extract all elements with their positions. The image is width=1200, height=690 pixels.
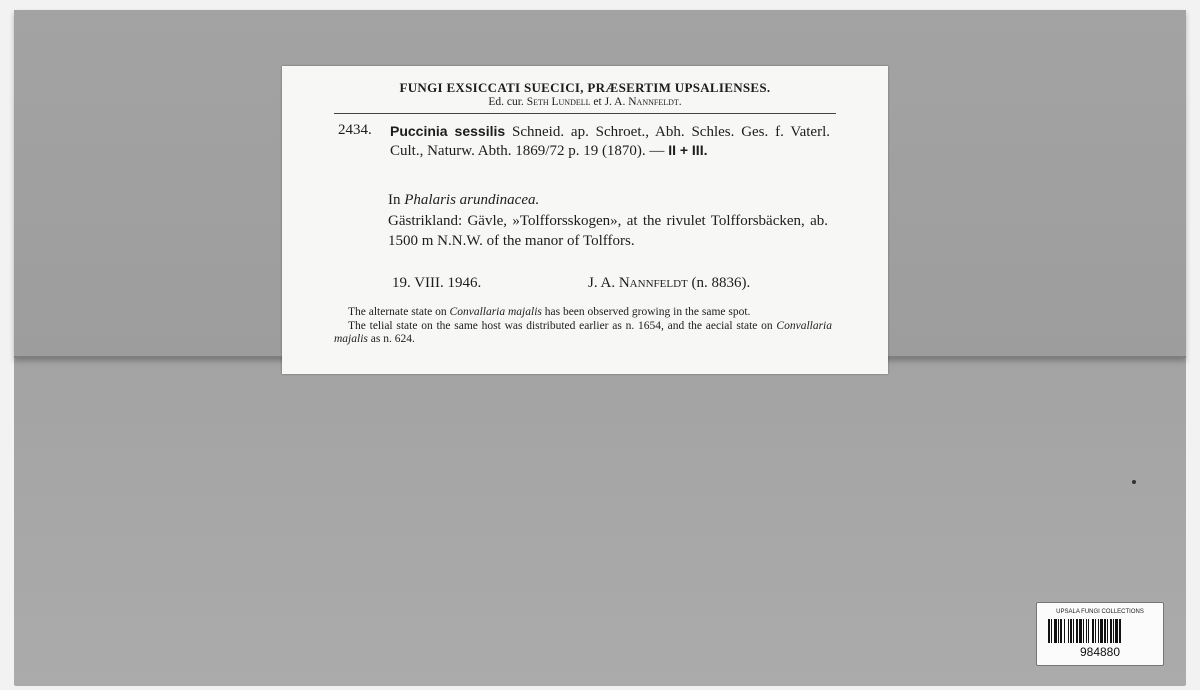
editors-mid: et J. A. (593, 96, 626, 108)
barcode-caption: UPSALA FUNGI COLLECTIONS (1056, 609, 1144, 615)
host-name: Phalaris arundinacea. (404, 192, 540, 208)
species-citation: Schneid. ap. Schroet., Abh. Schles. Ges. f. Vaterl. Cult., Naturw. Abth. 1869/72 p. 19 (1870). — (390, 124, 830, 159)
barcode-bar (1121, 619, 1122, 643)
label-notes (334, 306, 832, 347)
barcode-label (1036, 602, 1164, 666)
species-name: Puccinia sessilis (390, 123, 506, 139)
collector (588, 275, 750, 292)
note2-text-a: The telial state on the same host was distributed earlier as n. 1654, and the aecial state on (348, 319, 773, 332)
barcode-number: 984880 (1079, 645, 1121, 659)
editors-prefix: Ed. cur. (488, 96, 524, 108)
host-line (388, 192, 539, 209)
note2-host: Convallaria majalis (334, 319, 833, 345)
locality: Gästrikland: Gävle, »Tolfforsskogen», at the rivulet Tolfforsbäcken, ab. 1500 m N.N.W. of the manor of Tolffors. (388, 213, 828, 249)
note1-host: Convallaria majalis (449, 306, 542, 318)
barcode-bars (1048, 619, 1152, 643)
series-title: FUNGI EXSICCATI SUECICI, PRÆSERTIM UPSALIENSES. (399, 80, 771, 95)
collector-initials: J. A. (588, 275, 616, 291)
editor-lundell: Seth Lundell (526, 96, 591, 108)
species-entry (390, 122, 830, 160)
collector-number: (n. 8836). (691, 275, 751, 291)
note2-text-b: as n. 624. (370, 333, 415, 345)
header-rule (334, 113, 836, 114)
editor-nannfeldt: Nannfeldt. (628, 96, 682, 108)
note-telial-state (334, 320, 832, 347)
spore-stages: II + III. (668, 142, 708, 158)
note-alternate-state (334, 306, 832, 320)
note1-text-b: has been observed growing in the same spot. (544, 306, 751, 318)
exsiccata-number: 2434. (338, 122, 372, 138)
series-editors (282, 96, 888, 108)
collector-name: Nannfeldt (618, 275, 688, 291)
exsiccata-label (282, 66, 888, 374)
note1-text-a: The alternate state on (348, 306, 447, 318)
collection-date: 19. VIII. 1946. (392, 275, 482, 291)
host-prefix: In (388, 192, 401, 208)
specimen-speck (1132, 480, 1136, 484)
